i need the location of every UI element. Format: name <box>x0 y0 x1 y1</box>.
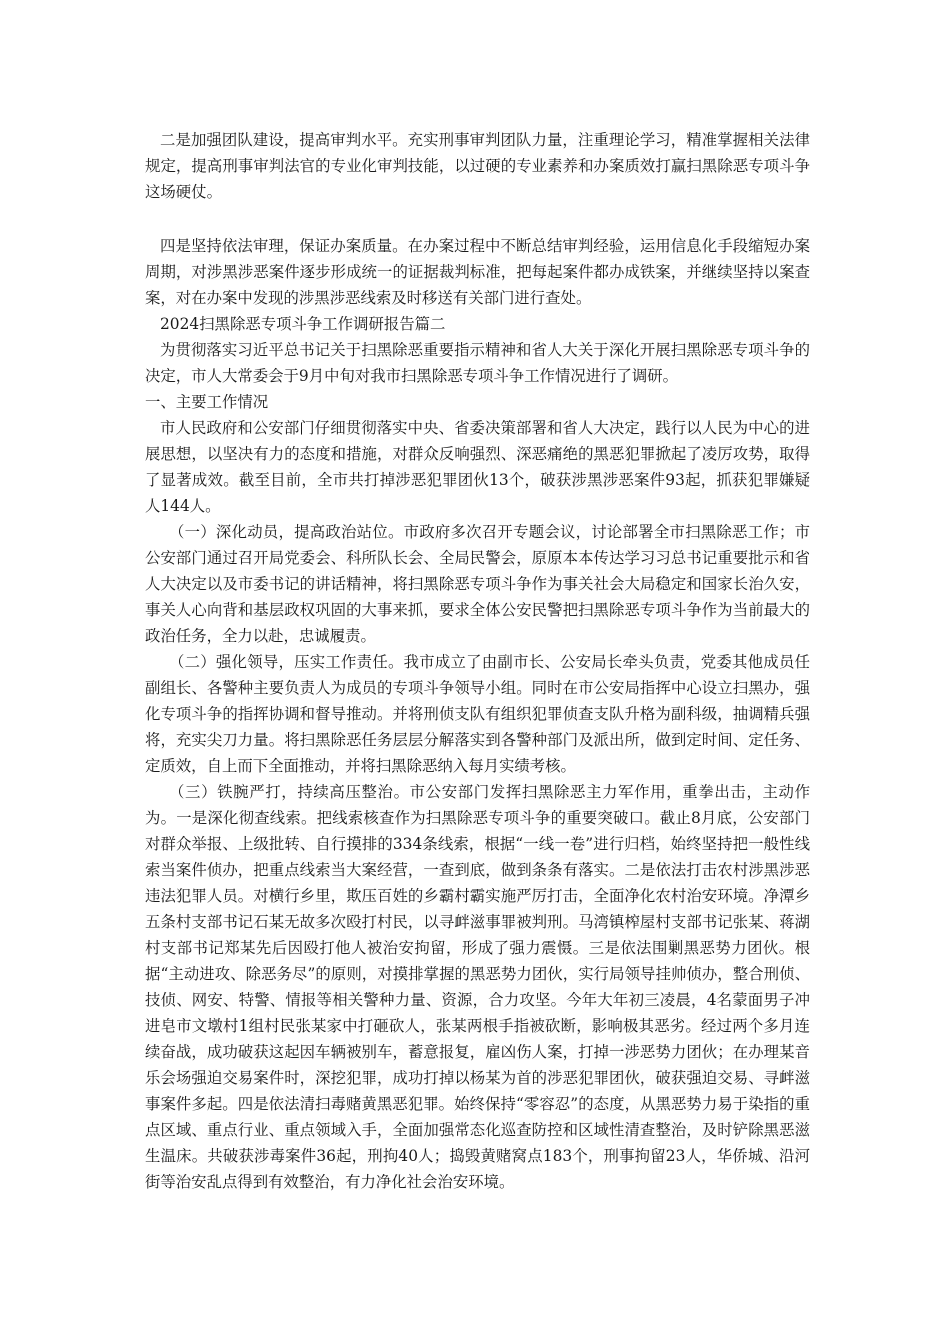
paragraph-team-building: 二是加强团队建设，提高审判水平。充实刑事审判团队力量，注重理论学习，精准掌握相关法律规定，提高刑事审判法官的专业化审判技能，以过硬的专业素养和办案质效打赢扫黑除恶专项斗争这场硬仗。 <box>145 131 810 201</box>
paragraph-item-1: （一）深化动员，提高政治站位。市政府多次召开专题会议，讨论部署全市扫黑除恶工作；市公安部门通过召开局党委会、科所队长会、全局民警会，原原本本传达学习习总书记重要批示和省人大决定以及市委书记的讲话精神，将扫黑除恶专项斗争作为事关社会大局稳定和国家长治久安，事关人心向背和基层政权巩固的大事来抓，要求全体公安民警把扫黑除恶专项斗争作为当前最大的政治任务，全力以赴，忠诚履责。 <box>145 523 810 645</box>
paragraph-item-3: （三）铁腕严打，持续高压整治。市公安部门发挥扫黑除恶主力军作用，重拳出击，主动作为。一是深化彻查线索。把线索核查作为扫黑除恶专项斗争的重要突破口。截止8月底，公安部门对群众举报、上级批转、自行摸排的334条线索，根据“一线一卷”进行归档，始终坚持把一般性线索当案件侦办，把重点线索当大案经营，一查到底，做到条条有落实。二是依法打击农村涉黑涉恶违法犯罪人员。对横行乡里，欺压百姓的乡霸村霸实施严厉打击，全面净化农村治安环境。净潭乡五条村支部书记石某无故多次殴打村民，以寻衅滋事罪被判刑。马湾镇榨屋村支部书记张某、蒋湖村支部书记郑某先后因殴打他人被治安拘留，形成了强力震慑。三是依法围剿黑恶势力团伙。根据“主动进攻、除恶务尽”的原则，对摸排掌握的黑恶势力团伙，实行局领导挂帅侦办，整合刑侦、技侦、网安、特警、情报等相关警种力量、资源，合力攻坚。今年大年初三凌晨，4名蒙面男子冲进皂市文墩村1组村民张某家中打砸砍人，张某两根手指被砍断，影响极其恶劣。经过两个多月连续奋战，成功破获这起因车辆被别车，蓄意报复，雇凶伤人案，打掉一涉恶势力团伙；在办理某音乐会场强迫交易案件时，深挖犯罪，成功打掉以杨某为首的涉恶犯罪团伙，破获强迫交易、寻衅滋事案件多起。四是依法清扫毒赌黄黑恶犯罪。始终保持“零容忍”的态度，从黑恶势力易于染指的重点区域、重点行业、重点领域入手，全面加强常态化巡查防控和区域性清查整治，及时铲除黑恶滋生温床。共破获涉毒案件36起，刑拘40人；捣毁黄赌窝点183个，刑事拘留23人，华侨城、沿河街等治安乱点得到有效整治，有力净化社会治安环境。 <box>145 783 810 1191</box>
paragraph-lawful-trial: 四是坚持依法审理，保证办案质量。在办案过程中不断总结审判经验，运用信息化手段缩短办案周期，对涉黑涉恶案件逐步形成统一的证据裁判标准，把每起案件都办成铁案，并继续坚持以案查案，对在办案中发现的涉黑涉恶线索及时移送有关部门进行查处。 <box>145 237 810 307</box>
report-title: 2024扫黑除恶专项斗争工作调研报告篇二 <box>160 315 446 333</box>
report-intro: 为贯彻落实习近平总书记关于扫黑除恶重要指示精神和省人大关于深化开展扫黑除恶专项斗争的决定，市人大常委会于9月中旬对我市扫黑除恶专项斗争工作情况进行了调研。 <box>145 341 810 385</box>
paragraph-item-2: （二）强化领导，压实工作责任。我市成立了由副市长、公安局长牵头负责，党委其他成员任副组长、各警种主要负责人为成员的专项斗争领导小组。同时在市公安局指挥中心设立扫黑办，强化专项斗争的指挥协调和督导推动。并将刑侦支队有组织犯罪侦查支队升格为副科级，抽调精兵强将，充实尖刀力量。将扫黑除恶任务层层分解落实到各警种部门及派出所，做到定时间、定任务、定质效，自上而下全面推动，并将扫黑除恶纳入每月实绩考核。 <box>145 653 810 775</box>
section-heading: 一、主要工作情况 <box>145 393 269 411</box>
paragraph-overview: 市人民政府和公安部门仔细贯彻落实中央、省委决策部署和省人大决定，践行以人民为中心的进展思想，以坚决有力的态度和措施，对群众反响强烈、深恶痛绝的黑恶犯罪掀起了凌厉攻势，取得了显著成效。截至目前，全市共打掉涉恶犯罪团伙13个，破获涉黑涉恶案件93起，抓获犯罪嫌疑人144人。 <box>145 419 810 515</box>
document-page <box>145 127 810 1195</box>
